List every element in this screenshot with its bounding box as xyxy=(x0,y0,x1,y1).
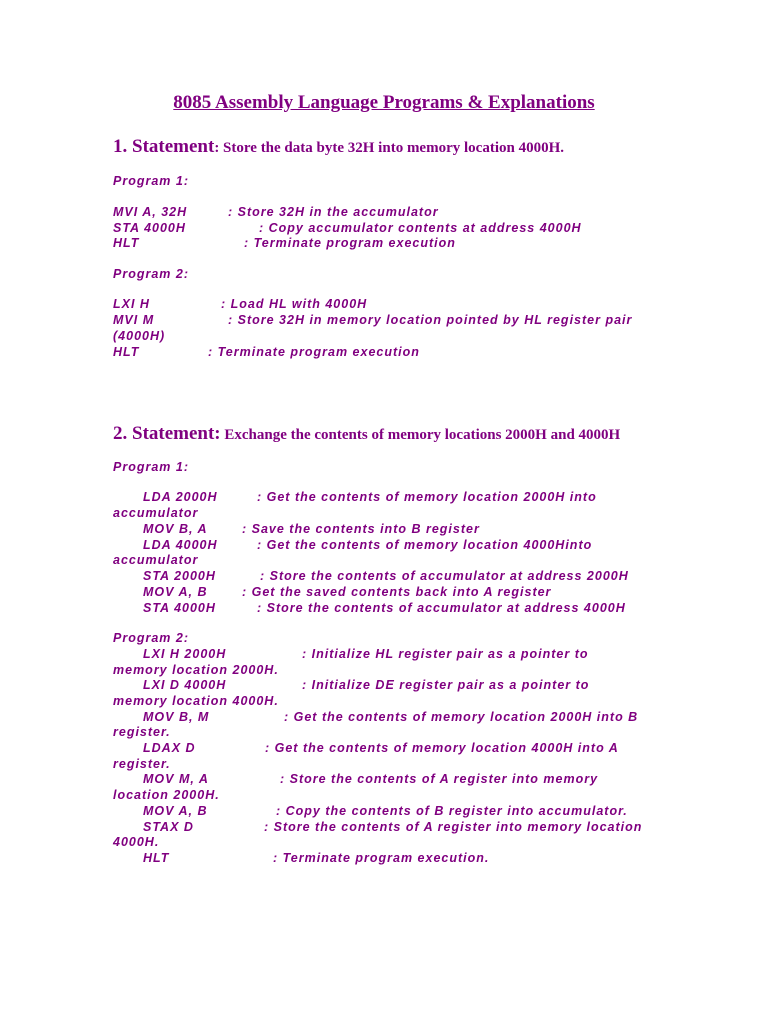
code-op: accumulator xyxy=(113,553,199,567)
statement-2-lead: 2. Statement: xyxy=(113,423,221,444)
code-op: MOV A, B xyxy=(143,585,208,599)
code-op: register. xyxy=(113,757,171,771)
code-comment: : Copy accumulator contents at address 4000H xyxy=(259,221,582,235)
code-op: MOV M, A xyxy=(143,772,209,786)
code-op: HLT xyxy=(113,345,140,359)
code-comment: : Initialize HL register pair as a pointer to xyxy=(302,647,589,661)
code-op: accumulator xyxy=(113,506,199,520)
code-op: LXI H 2000H xyxy=(143,647,227,661)
code-op: HLT xyxy=(143,851,170,865)
code-comment: : Get the contents of memory location 4000Hinto xyxy=(257,538,593,552)
code-op: STA 4000H xyxy=(113,221,186,235)
statement-1-text: : Store the data byte 32H into memory location 4000H. xyxy=(214,140,564,156)
s1-program-1-label: Program 1: xyxy=(113,174,189,188)
code-op: STA 2000H xyxy=(143,569,216,583)
code-comment: : Store the contents of A register into memory location xyxy=(264,820,643,834)
code-op: LDA 4000H xyxy=(143,538,218,552)
code-op: location 2000H. xyxy=(113,788,220,802)
document-title: 8085 Assembly Language Programs & Explanations xyxy=(173,92,595,113)
code-op: MVI M xyxy=(113,313,155,327)
code-comment: : Store the contents of A register into memory xyxy=(280,772,599,786)
code-comment: : Get the contents of memory location 4000H into A xyxy=(265,741,619,755)
code-comment: : Get the contents of memory location 2000H into B xyxy=(284,710,639,724)
code-comment: : Copy the contents of B register into accumulator. xyxy=(276,804,628,818)
s2-program-1-label: Program 1: xyxy=(113,460,189,474)
code-op: MOV B, M xyxy=(143,710,210,724)
code-op: STAX D xyxy=(143,820,194,834)
code-op: LDA 2000H xyxy=(143,490,218,504)
statement-2-text: Exchange the contents of memory locations 2000H and 4000H xyxy=(220,427,621,443)
code-op: HLT xyxy=(113,236,140,250)
code-op: LXI H xyxy=(113,297,150,311)
code-comment: : Save the contents into B register xyxy=(242,522,480,536)
code-comment: : Load HL with 4000H xyxy=(221,297,368,311)
s2-program-2-label: Program 2: xyxy=(113,631,189,645)
statement-1-lead: 1. Statement xyxy=(113,136,215,157)
code-op: LDAX D xyxy=(143,741,196,755)
code-comment: : Terminate program execution xyxy=(208,345,420,359)
code-op: MOV B, A xyxy=(143,522,208,536)
code-comment: : Store 32H in the accumulator xyxy=(228,205,439,219)
code-op: register. xyxy=(113,725,171,739)
statement-1 xyxy=(113,136,564,158)
code-op: STA 4000H xyxy=(143,601,216,615)
code-op: 4000H. xyxy=(113,835,160,849)
code-comment: : Get the saved contents back into A register xyxy=(242,585,552,599)
code-comment: : Get the contents of memory location 2000H into xyxy=(257,490,597,504)
code-comment: : Terminate program execution xyxy=(244,236,456,250)
code-comment: : Initialize DE register pair as a pointer to xyxy=(302,678,590,692)
code-op: (4000H) xyxy=(113,329,166,343)
code-comment: : Store 32H in memory location pointed by HL register pair xyxy=(228,313,633,327)
code-comment: : Store the contents of accumulator at address 2000H xyxy=(260,569,629,583)
code-op: MVI A, 32H xyxy=(113,205,188,219)
code-op: LXI D 4000H xyxy=(143,678,227,692)
code-op: MOV A, B xyxy=(143,804,208,818)
statement-2 xyxy=(113,423,620,445)
code-op: memory location 2000H. xyxy=(113,663,279,677)
s1-program-2-label: Program 2: xyxy=(113,267,189,281)
code-comment: : Store the contents of accumulator at address 4000H xyxy=(257,601,626,615)
code-op: memory location 4000H. xyxy=(113,694,279,708)
code-comment: : Terminate program execution. xyxy=(273,851,490,865)
